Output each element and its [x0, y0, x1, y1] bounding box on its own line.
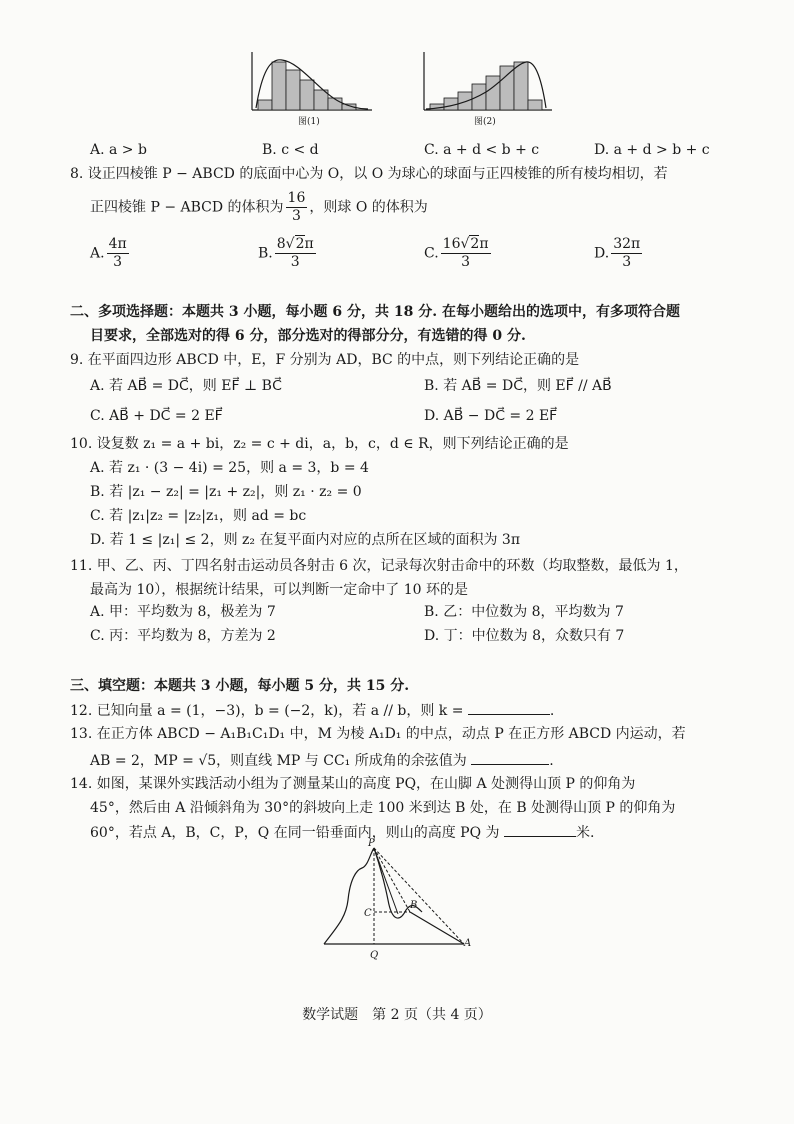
- q8-stem-line2-post: ，则球 O 的体积为: [309, 199, 428, 216]
- q7-option-d: D. a + d > b + c: [594, 142, 710, 158]
- mountain-diagram: [316, 840, 486, 970]
- q11-option-d: D. 丁：中位数为 8，众数只有 7: [424, 628, 625, 644]
- diagram-label-q: Q: [370, 950, 379, 961]
- q12-stem: 12. 已知向量 a = (1，−3)，b = (−2，k)，若 a // b，则 k = .: [70, 700, 554, 721]
- q9-stem: 9. 在平面四边形 ABCD 中，E，F 分别为 AD，BC 的中点，则下列结论正确的是: [70, 352, 580, 368]
- fig1-caption: 图(1): [298, 117, 320, 127]
- q11-option-c: C. 丙：平均数为 8，方差为 2: [90, 628, 276, 644]
- q8-option-d: D. $\frac{32\pi}{3}$: [594, 236, 641, 270]
- q7-option-b: B. c < d: [262, 142, 319, 158]
- q8-stem-line2-pre: 正四棱锥 P − ABCD 的体积为: [90, 199, 284, 216]
- q14-stem-line1: 14. 如图，某课外实践活动小组为了测量某山的高度 PQ，在山脚 A 处测得山顶 P 的仰角为: [70, 776, 636, 792]
- q9-option-a: A. 若 AB⃗ = DC⃗，则 EF⃗ ⊥ BC⃗: [90, 378, 282, 394]
- page-footer: 数学试题 第 2 页（共 4 页）: [302, 1007, 492, 1023]
- q8-option-c: C. $\frac{16√2\pi}{3}$: [424, 236, 489, 270]
- q9-option-c: C. AB⃗ + DC⃗ = 2 EF⃗: [90, 408, 223, 424]
- q11-stem-line2: 最高为 10），根据统计结果，可以判断一定命中了 10 环的是: [90, 582, 468, 598]
- q7-option-a: A. a > b: [90, 142, 147, 158]
- q13-stem-line1: 13. 在正方体 ABCD − A₁B₁C₁D₁ 中，M 为棱 A₁D₁ 的中点，动点 P 在正方形 ABCD 内运动，若: [70, 726, 686, 742]
- q11-option-a: A. 甲：平均数为 8，极差为 7: [90, 604, 276, 620]
- section2-heading-line2: 目要求，全部选对的得 6 分，部分选对的得部分分，有选错的得 0 分.: [90, 328, 526, 344]
- q9-option-b: B. 若 AB⃗ = DC⃗，则 EF⃗ // AB⃗: [424, 378, 612, 394]
- q10-option-c: C. 若 |z₁|z₂ = |z₂|z₁，则 ad = bc: [90, 508, 307, 524]
- q8-stem-line1: 8. 设正四棱锥 P − ABCD 的底面中心为 O，以 O 为球心的球面与正四棱锥的所有棱均相切，若: [70, 166, 668, 182]
- fig2-caption: 图(2): [474, 117, 496, 127]
- q12-answer-blank[interactable]: [468, 700, 550, 715]
- q8-option-b: B. $\frac{8√2\pi}{3}$: [258, 236, 314, 270]
- q13-stem-line2: AB = 2，MP = √5，则直线 MP 与 CC₁ 所成角的余弦值为 .: [90, 750, 554, 771]
- q10-option-a: A. 若 z₁ · (3 − 4i) = 25，则 a = 3，b = 4: [90, 460, 369, 476]
- q11-stem-line1: 11. 甲、乙、丙、丁四名射击运动员各射击 6 次，记录每次射击命中的环数（均取整数，最低为 1，: [70, 558, 688, 574]
- diagram-label-a: A: [464, 938, 472, 949]
- q10-option-d: D. 若 1 ≤ |z₁| ≤ 2，则 z₂ 在复平面内对应的点所在区域的面积为 3π: [90, 532, 521, 548]
- diagram-label-b: B: [410, 900, 418, 911]
- q8-stem-line2: [90, 190, 428, 225]
- q8-option-a: A. $\frac{4\pi}{3}$: [90, 236, 127, 270]
- q7-option-c: C. a + d < b + c: [424, 142, 540, 158]
- section2-heading-line1: 二、多项选择题：本题共 3 小题，每小题 6 分，共 18 分. 在每小题给出的选项中，有多项符合题: [70, 304, 680, 320]
- q11-option-b: B. 乙：中位数为 8，平均数为 7: [424, 604, 624, 620]
- section3-heading: 三、填空题：本题共 3 小题，每小题 5 分，共 15 分.: [70, 678, 410, 694]
- q14-answer-blank[interactable]: [504, 822, 576, 837]
- diagram-label-c: C: [364, 908, 372, 919]
- q14-stem-line2: 45°，然后由 A 沿倾斜角为 30°的斜坡向上走 100 米到达 B 处，在 B 处测得山顶 P 的仰角为: [90, 800, 676, 816]
- q13-answer-blank[interactable]: [471, 750, 549, 765]
- diagram-label-p: P: [368, 838, 375, 849]
- q14-stem-line3: 60°，若点 A，B，C，P，Q 在同一铅垂面内，则山的高度 PQ 为 米.: [90, 822, 594, 843]
- histogram-figure-2: [416, 52, 556, 132]
- q9-option-d: D. AB⃗ − DC⃗ = 2 EF⃗: [424, 408, 558, 424]
- q10-stem: 10. 设复数 z₁ = a + bi，z₂ = c + di，a，b，c，d ∈ R，则下列结论正确的是: [70, 436, 569, 452]
- q10-option-b: B. 若 |z₁ − z₂| = |z₁ + z₂|，则 z₁ · z₂ = 0: [90, 484, 362, 500]
- histogram-figure-1: [236, 52, 376, 132]
- q8-volume-fraction: $\frac{16}{3}$: [287, 190, 306, 224]
